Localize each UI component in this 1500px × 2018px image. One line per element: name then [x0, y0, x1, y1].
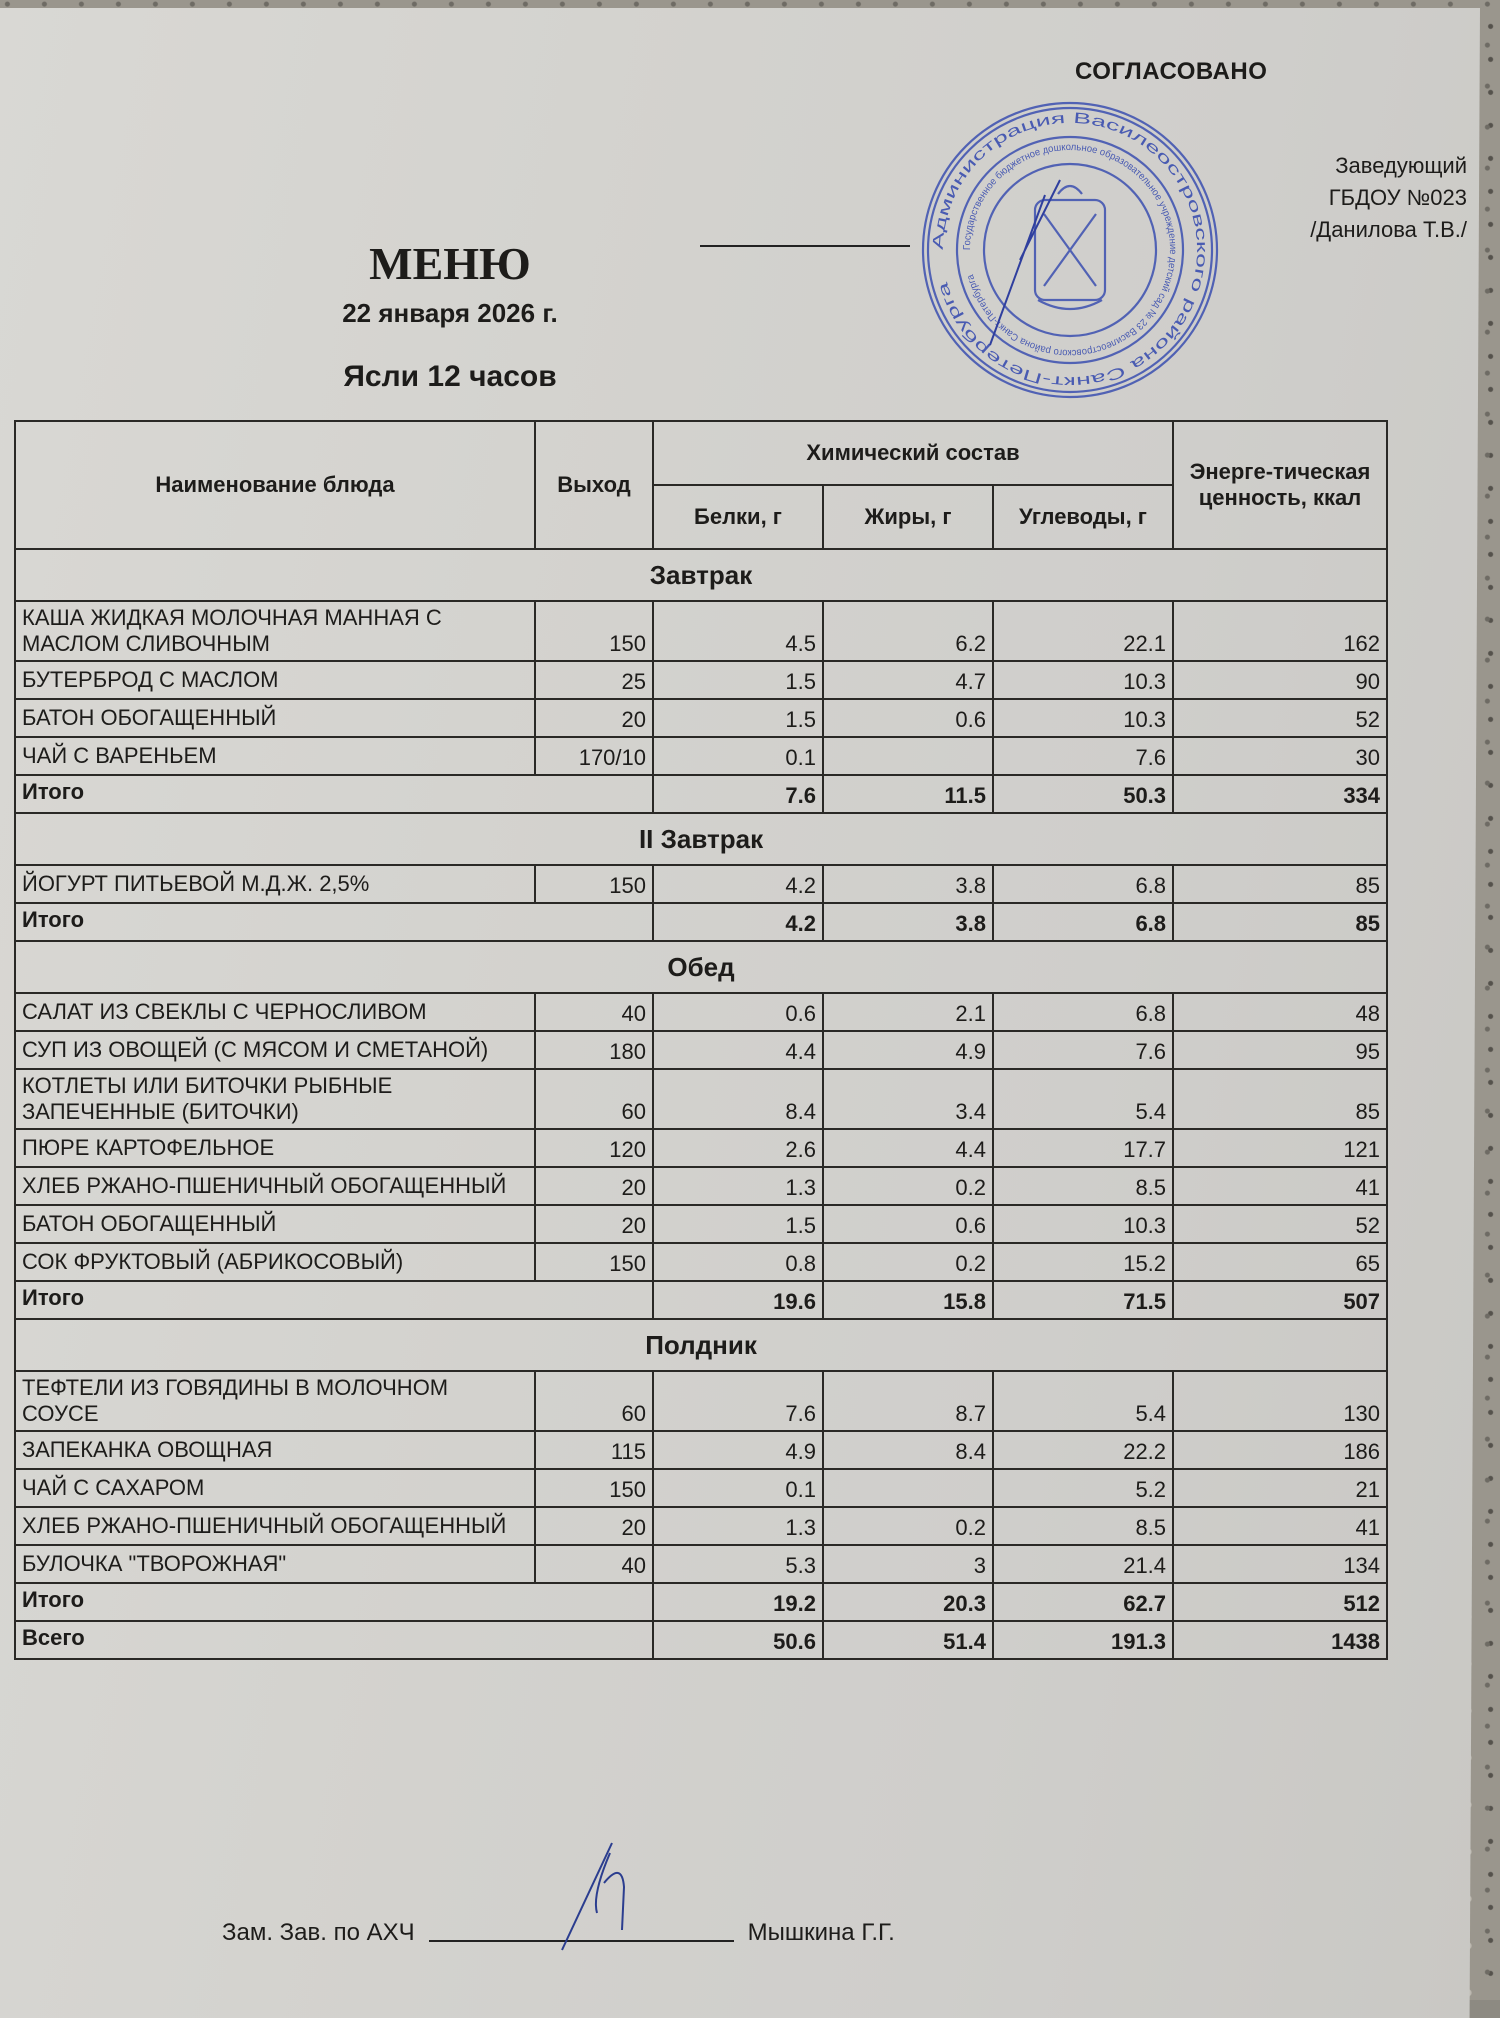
table-row — [15, 865, 1387, 903]
dish-energy: 52 — [1173, 699, 1387, 737]
dish-name: ХЛЕБ РЖАНО-ПШЕНИЧНЫЙ ОБОГАЩЕННЫЙ — [15, 1507, 535, 1545]
dish-yield: 40 — [535, 993, 653, 1031]
dish-protein: 5.3 — [653, 1545, 823, 1583]
section-total-row — [15, 1583, 1387, 1621]
dish-fat: 3 — [823, 1545, 993, 1583]
dish-name: ЗАПЕКАНКА ОВОЩНАЯ — [15, 1431, 535, 1469]
section-total-row — [15, 903, 1387, 941]
dish-protein: 0.1 — [653, 1469, 823, 1507]
dish-yield: 60 — [535, 1069, 653, 1129]
section-total-row-carbs: 62.7 — [993, 1583, 1173, 1621]
dish-name: СУП ИЗ ОВОЩЕЙ (С МЯСОМ И СМЕТАНОЙ) — [15, 1031, 535, 1069]
dish-energy: 162 — [1173, 601, 1387, 661]
dish-yield: 120 — [535, 1129, 653, 1167]
section-total-row-label: Итого — [15, 1281, 653, 1319]
footer-signature-block — [222, 1919, 895, 1947]
dish-energy: 95 — [1173, 1031, 1387, 1069]
dish-protein: 0.1 — [653, 737, 823, 775]
dish-energy: 41 — [1173, 1167, 1387, 1205]
dish-name: БАТОН ОБОГАЩЕННЫЙ — [15, 699, 535, 737]
section-total-row-carbs: 50.3 — [993, 775, 1173, 813]
dish-fat: 6.2 — [823, 601, 993, 661]
dish-protein: 0.6 — [653, 993, 823, 1031]
dish-name: БАТОН ОБОГАЩЕННЫЙ — [15, 1205, 535, 1243]
grand-total-row-label: Всего — [15, 1621, 653, 1659]
dish-yield: 20 — [535, 1507, 653, 1545]
approver-position: Заведующий — [1335, 153, 1467, 178]
dish-carbs: 6.8 — [993, 993, 1173, 1031]
dish-protein: 4.5 — [653, 601, 823, 661]
table-row — [15, 1205, 1387, 1243]
dish-yield: 25 — [535, 661, 653, 699]
dish-carbs: 10.3 — [993, 1205, 1173, 1243]
section-total-row — [15, 1281, 1387, 1319]
dish-name: СОК ФРУКТОВЫЙ (АБРИКОСОВЫЙ) — [15, 1243, 535, 1281]
section-total-row-energy: 85 — [1173, 903, 1387, 941]
section-total-row-carbs: 6.8 — [993, 903, 1173, 941]
dish-fat: 8.4 — [823, 1431, 993, 1469]
dish-fat: 4.9 — [823, 1031, 993, 1069]
section-total-row-label: Итого — [15, 1583, 653, 1621]
dish-protein: 1.3 — [653, 1167, 823, 1205]
column-header-carbs: Углеводы, г — [993, 485, 1173, 549]
dish-energy: 130 — [1173, 1371, 1387, 1431]
grand-total-row-energy: 1438 — [1173, 1621, 1387, 1659]
section-title: Полдник — [15, 1319, 1387, 1371]
dish-fat: 3.4 — [823, 1069, 993, 1129]
dish-fat — [823, 737, 993, 775]
table-row — [15, 1469, 1387, 1507]
section-total-row-protein: 19.6 — [653, 1281, 823, 1319]
footer-name: Мышкина Г.Г. — [747, 1919, 895, 1946]
dish-yield: 40 — [535, 1545, 653, 1583]
dish-fat: 0.2 — [823, 1507, 993, 1545]
dish-carbs: 10.3 — [993, 661, 1173, 699]
column-header-fat: Жиры, г — [823, 485, 993, 549]
dish-energy: 48 — [1173, 993, 1387, 1031]
table-row — [15, 737, 1387, 775]
dish-protein: 8.4 — [653, 1069, 823, 1129]
dish-fat: 4.4 — [823, 1129, 993, 1167]
dish-fat: 0.2 — [823, 1243, 993, 1281]
dish-name: ЙОГУРТ ПИТЬЕВОЙ М.Д.Ж. 2,5% — [15, 865, 535, 903]
dish-carbs: 7.6 — [993, 737, 1173, 775]
section-total-row-fat: 3.8 — [823, 903, 993, 941]
dish-carbs: 15.2 — [993, 1243, 1173, 1281]
dish-carbs: 21.4 — [993, 1545, 1173, 1583]
dish-name: ЧАЙ С САХАРОМ — [15, 1469, 535, 1507]
dish-name: БУЛОЧКА "ТВОРОЖНАЯ" — [15, 1545, 535, 1583]
approval-heading: СОГЛАСОВАНО — [1075, 58, 1268, 85]
menu-table-body — [15, 549, 1387, 1659]
section-total-row-carbs: 71.5 — [993, 1281, 1173, 1319]
dish-protein: 1.5 — [653, 699, 823, 737]
document-date: 22 января 2026 г. — [342, 298, 558, 328]
dish-carbs: 5.2 — [993, 1469, 1173, 1507]
table-row — [15, 1167, 1387, 1205]
section-total-row-energy: 334 — [1173, 775, 1387, 813]
dish-name: БУТЕРБРОД С МАСЛОМ — [15, 661, 535, 699]
section-total-row-protein: 7.6 — [653, 775, 823, 813]
dish-carbs: 10.3 — [993, 699, 1173, 737]
section-header-row — [15, 1319, 1387, 1371]
dish-yield: 115 — [535, 1431, 653, 1469]
section-title: II Завтрак — [15, 813, 1387, 865]
column-header-yield: Выход — [535, 421, 653, 549]
dish-protein: 7.6 — [653, 1371, 823, 1431]
section-title: Обед — [15, 941, 1387, 993]
dish-energy: 121 — [1173, 1129, 1387, 1167]
dish-name: КОТЛЕТЫ ИЛИ БИТОЧКИ РЫБНЫЕ ЗАПЕЧЕННЫЕ (БИТОЧКИ) — [15, 1069, 535, 1129]
section-total-row-label: Итого — [15, 903, 653, 941]
seal-inner-text: Государственное бюджетное дошкольное образовательное учреждение детский сад № 23 Василеостровского района Санкт-Петербурга — [961, 141, 1179, 359]
dish-yield: 150 — [535, 865, 653, 903]
footer-area — [222, 1895, 1122, 1955]
seal-outer-text: Администрация Василеостровского района Санкт-Петербурга — [929, 109, 1211, 391]
section-header-row — [15, 549, 1387, 601]
dish-protein: 1.5 — [653, 1205, 823, 1243]
dish-carbs: 22.1 — [993, 601, 1173, 661]
section-total-row-protein: 19.2 — [653, 1583, 823, 1621]
table-row — [15, 1371, 1387, 1431]
column-header-dish: Наименование блюда — [15, 421, 535, 549]
dish-name: ПЮРЕ КАРТОФЕЛЬНОЕ — [15, 1129, 535, 1167]
dish-energy: 85 — [1173, 865, 1387, 903]
table-row — [15, 661, 1387, 699]
table-row — [15, 1031, 1387, 1069]
section-total-row-label: Итого — [15, 775, 653, 813]
section-total-row-fat: 11.5 — [823, 775, 993, 813]
dish-fat: 3.8 — [823, 865, 993, 903]
dish-protein: 2.6 — [653, 1129, 823, 1167]
dish-carbs: 8.5 — [993, 1167, 1173, 1205]
grand-total-row — [15, 1621, 1387, 1659]
dish-protein: 1.5 — [653, 661, 823, 699]
column-header-protein: Белки, г — [653, 485, 823, 549]
dish-fat: 0.6 — [823, 699, 993, 737]
dish-yield: 180 — [535, 1031, 653, 1069]
dish-yield: 20 — [535, 1167, 653, 1205]
dish-yield: 20 — [535, 699, 653, 737]
dish-carbs: 17.7 — [993, 1129, 1173, 1167]
dish-carbs: 5.4 — [993, 1371, 1173, 1431]
dish-energy: 21 — [1173, 1469, 1387, 1507]
dish-carbs: 22.2 — [993, 1431, 1173, 1469]
dish-yield: 150 — [535, 1469, 653, 1507]
table-row — [15, 993, 1387, 1031]
document-group: Ясли 12 часов — [343, 360, 557, 393]
section-total-row-energy: 507 — [1173, 1281, 1387, 1319]
approver-block — [1232, 150, 1467, 246]
dish-energy: 90 — [1173, 661, 1387, 699]
section-header-row — [15, 941, 1387, 993]
dish-yield: 60 — [535, 1371, 653, 1431]
table-row — [15, 601, 1387, 661]
dish-energy: 52 — [1173, 1205, 1387, 1243]
dish-fat: 2.1 — [823, 993, 993, 1031]
column-header-composition: Химический состав — [653, 421, 1173, 485]
dish-yield: 150 — [535, 1243, 653, 1281]
table-row — [15, 1507, 1387, 1545]
dish-fat: 0.6 — [823, 1205, 993, 1243]
dish-fat — [823, 1469, 993, 1507]
dish-yield: 20 — [535, 1205, 653, 1243]
section-total-row — [15, 775, 1387, 813]
table-row — [15, 1243, 1387, 1281]
grand-total-row-protein: 50.6 — [653, 1621, 823, 1659]
section-title: Завтрак — [15, 549, 1387, 601]
dish-fat: 8.7 — [823, 1371, 993, 1431]
dish-name: КАША ЖИДКАЯ МОЛОЧНАЯ МАННАЯ С МАСЛОМ СЛИВОЧНЫМ — [15, 601, 535, 661]
dish-energy: 65 — [1173, 1243, 1387, 1281]
column-header-energy: Энерге-тическая ценность, ккал — [1173, 421, 1387, 549]
approver-institution: ГБДОУ №023 — [1328, 185, 1467, 210]
dish-energy: 134 — [1173, 1545, 1387, 1583]
dish-yield: 170/10 — [535, 737, 653, 775]
dish-energy: 85 — [1173, 1069, 1387, 1129]
grand-total-row-fat: 51.4 — [823, 1621, 993, 1659]
dish-fat: 4.7 — [823, 661, 993, 699]
official-seal-stamp — [920, 100, 1220, 400]
dish-yield: 150 — [535, 601, 653, 661]
menu-table — [14, 420, 1388, 1660]
dish-name: ХЛЕБ РЖАНО-ПШЕНИЧНЫЙ ОБОГАЩЕННЫЙ — [15, 1167, 535, 1205]
dish-protein: 1.3 — [653, 1507, 823, 1545]
table-row — [15, 1431, 1387, 1469]
section-total-row-fat: 20.3 — [823, 1583, 993, 1621]
dish-protein: 0.8 — [653, 1243, 823, 1281]
section-total-row-protein: 4.2 — [653, 903, 823, 941]
grand-total-row-carbs: 191.3 — [993, 1621, 1173, 1659]
table-header-row — [15, 421, 1387, 485]
footer-position: Зам. Зав. по АХЧ — [222, 1919, 415, 1946]
dish-name: САЛАТ ИЗ СВЕКЛЫ С ЧЕРНОСЛИВОМ — [15, 993, 535, 1031]
dish-protein: 4.4 — [653, 1031, 823, 1069]
dish-energy: 30 — [1173, 737, 1387, 775]
section-total-row-fat: 15.8 — [823, 1281, 993, 1319]
dish-carbs: 7.6 — [993, 1031, 1173, 1069]
dish-protein: 4.2 — [653, 865, 823, 903]
table-row — [15, 1069, 1387, 1129]
dish-fat: 0.2 — [823, 1167, 993, 1205]
dish-protein: 4.9 — [653, 1431, 823, 1469]
dish-energy: 41 — [1173, 1507, 1387, 1545]
dish-carbs: 6.8 — [993, 865, 1173, 903]
table-row — [15, 1129, 1387, 1167]
table-row — [15, 699, 1387, 737]
dish-name: ТЕФТЕЛИ ИЗ ГОВЯДИНЫ В МОЛОЧНОМ СОУСЕ — [15, 1371, 535, 1431]
document-title: МЕНЮ — [369, 238, 531, 289]
footer-signature-line — [429, 1920, 734, 1942]
dish-carbs: 5.4 — [993, 1069, 1173, 1129]
section-header-row — [15, 813, 1387, 865]
dish-energy: 186 — [1173, 1431, 1387, 1469]
section-total-row-energy: 512 — [1173, 1583, 1387, 1621]
approver-name: /Данилова Т.В./ — [1310, 217, 1467, 242]
dish-carbs: 8.5 — [993, 1507, 1173, 1545]
dish-name: ЧАЙ С ВАРЕНЬЕМ — [15, 737, 535, 775]
table-row — [15, 1545, 1387, 1583]
